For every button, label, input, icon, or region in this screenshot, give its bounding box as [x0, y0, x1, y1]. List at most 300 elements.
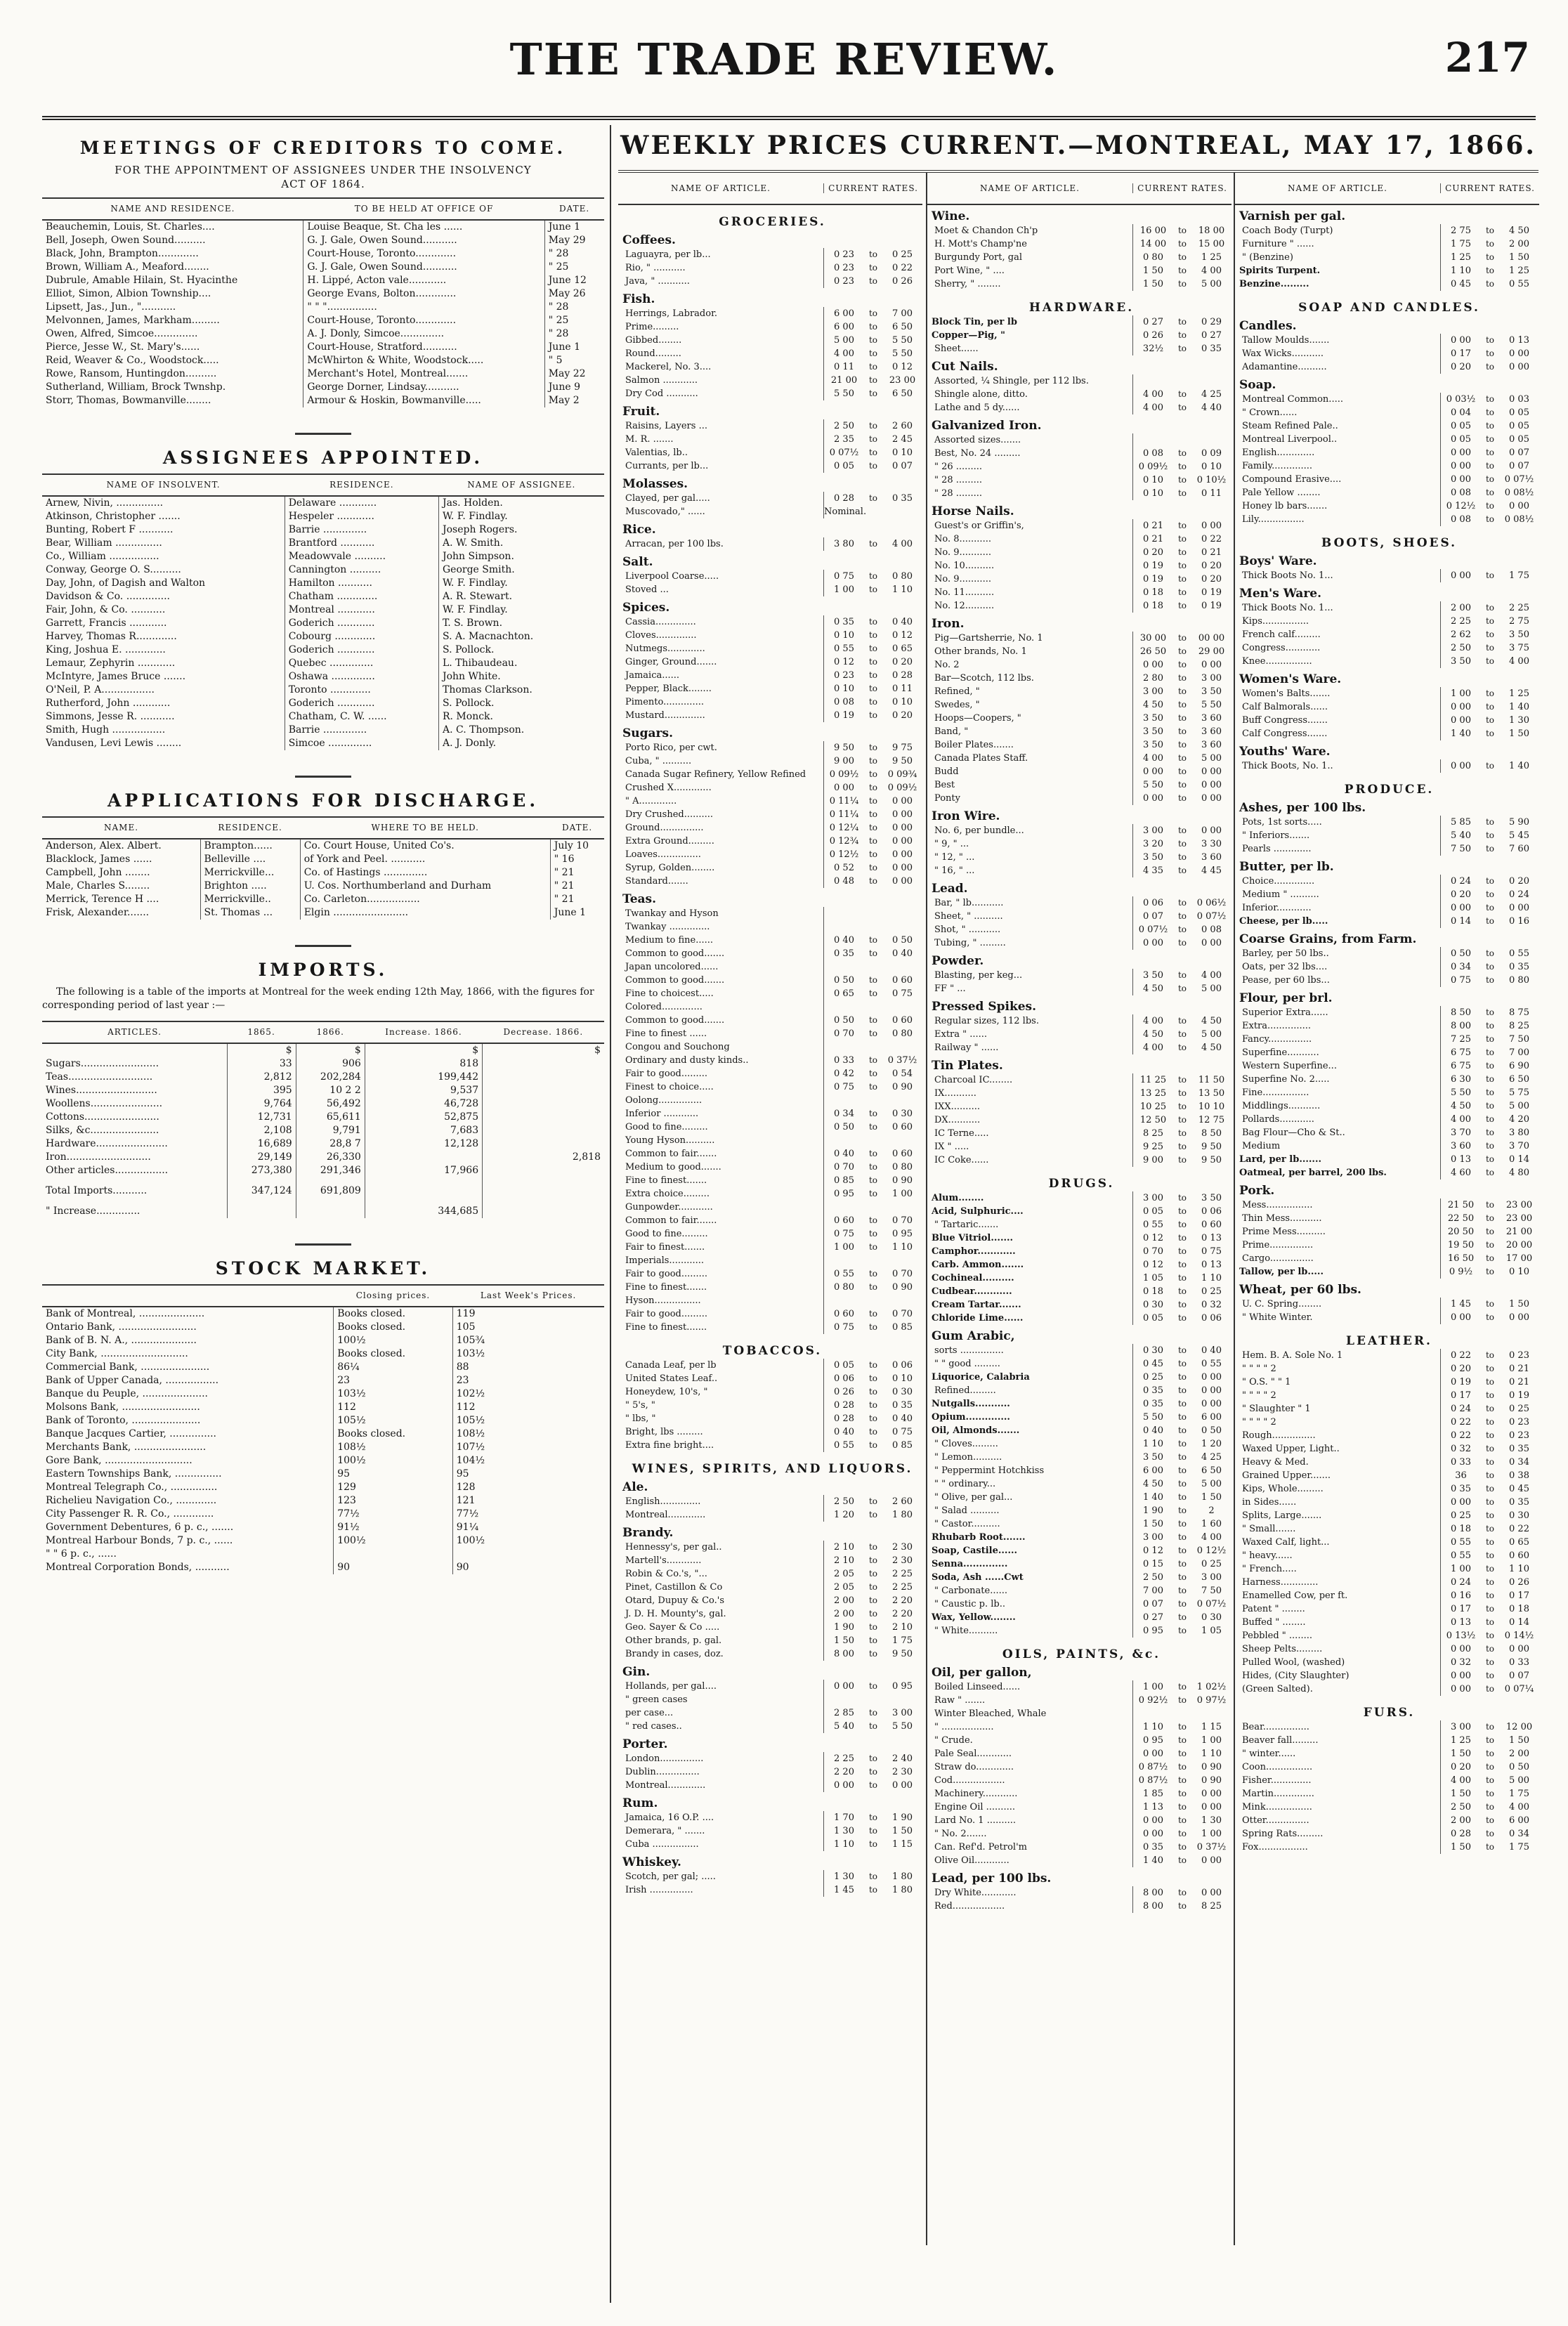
price-range — [823, 1752, 922, 1765]
price-row — [618, 1120, 922, 1134]
price-to: to — [1485, 1101, 1495, 1111]
article-name: sorts ............... — [934, 1345, 1004, 1356]
price-range — [1132, 573, 1231, 586]
price-low: 1 85 — [1143, 1789, 1163, 1799]
price-range — [823, 1294, 922, 1307]
price-to: to — [868, 1427, 878, 1437]
price-low: 0 00 — [1451, 447, 1471, 458]
price-low: 2 00 — [834, 1609, 854, 1619]
price-range — [1132, 752, 1231, 765]
price-range — [1440, 1046, 1539, 1059]
price-to: to — [868, 1055, 878, 1065]
article-name: " .................. — [934, 1722, 994, 1732]
table-row — [42, 523, 604, 537]
price-range — [1132, 1258, 1231, 1272]
price-high: 5 75 — [1509, 1087, 1529, 1098]
table-cell: " 28 — [544, 301, 604, 314]
price-row — [618, 1838, 922, 1851]
price-to: to — [1177, 317, 1187, 327]
price-low: 1 50 — [1451, 1749, 1471, 1759]
article-name: Hoops—Coopers, " — [934, 713, 1021, 724]
price-row — [927, 1841, 1231, 1854]
price-to: to — [868, 1826, 878, 1836]
article-name: Muscovado," ...... — [625, 507, 705, 517]
table-row — [42, 1387, 604, 1401]
price-range — [1440, 655, 1539, 668]
price-low: 0 11¼ — [829, 809, 859, 820]
price-high: 1 50 — [1509, 728, 1529, 739]
price-high: 1 10 — [1201, 1749, 1222, 1759]
column-divider — [610, 125, 611, 2303]
price-high: 2 25 — [892, 1582, 913, 1593]
price-to: to — [1177, 1572, 1187, 1582]
price-row — [618, 1054, 922, 1067]
article-name: Fine to finest....... — [625, 1282, 707, 1293]
price-row — [927, 1571, 1231, 1584]
price-low: 0 60 — [834, 1215, 854, 1226]
price-to: to — [1485, 1267, 1495, 1276]
table-row — [42, 1374, 604, 1387]
price-range — [1440, 1747, 1539, 1760]
price-row — [927, 1014, 1231, 1028]
unit-cell: $ — [365, 1043, 482, 1057]
price-low: 0 30 — [1143, 1345, 1163, 1356]
table-cell: 103½ — [334, 1387, 453, 1401]
price-high: 7 00 — [1509, 1047, 1529, 1058]
price-to: to — [1177, 1233, 1187, 1243]
price-row — [618, 459, 922, 473]
price-row — [927, 738, 1231, 752]
table-row — [42, 1321, 604, 1334]
price-high: 21 00 — [1505, 1227, 1533, 1237]
price-low: 0 32 — [1451, 1444, 1471, 1454]
price-high: 12 75 — [1198, 1115, 1225, 1125]
price-to: to — [1177, 601, 1187, 610]
price-to: to — [1485, 1775, 1495, 1785]
price-row — [927, 315, 1231, 329]
table-cell: City Bank, ............................ — [46, 1348, 188, 1359]
price-range — [1132, 1787, 1231, 1801]
price-row — [618, 1567, 922, 1581]
price-row — [927, 388, 1231, 401]
price-low: 0 17 — [1451, 1604, 1471, 1614]
price-high: 0 00 — [1201, 1399, 1222, 1409]
article-name: Harness............. — [1242, 1577, 1319, 1588]
table-cell: Books closed. — [334, 1347, 453, 1361]
price-low: 0 00 — [1451, 461, 1471, 471]
table-cell: 105 — [452, 1321, 604, 1334]
table-cell: 123 — [334, 1494, 453, 1508]
price-low: 32½ — [1142, 344, 1164, 354]
table-cell: Books closed. — [334, 1307, 453, 1321]
price-low: 2 75 — [1451, 226, 1471, 236]
price-low: 16 00 — [1139, 226, 1167, 236]
article-name: " Carbonate...... — [934, 1586, 1008, 1596]
price-range — [823, 261, 922, 275]
article-name: " White.......... — [934, 1626, 998, 1636]
table-cell: R. Monck. — [438, 710, 604, 724]
price-range — [1440, 360, 1539, 374]
table-cell: Lemaur, Zephyrin ............ — [46, 658, 176, 669]
table-cell: Campbell, John ........ — [46, 867, 150, 878]
table-cell: Iron........................... — [46, 1151, 151, 1163]
article-name: Oil, Almonds....... — [932, 1425, 1020, 1436]
table-row — [42, 381, 604, 394]
price-to: to — [1177, 726, 1187, 736]
price-to — [864, 1254, 882, 1267]
table-cell — [334, 1548, 453, 1561]
price-high: 0 80 — [892, 1028, 913, 1039]
article-name: Mackerel, No. 3.... — [625, 362, 712, 372]
price-high: 1 20 — [1201, 1439, 1222, 1449]
table-cell: 129 — [334, 1481, 453, 1494]
price-range — [1132, 658, 1231, 672]
price-to: to — [1485, 975, 1495, 985]
price-row — [1235, 1126, 1539, 1139]
table-cell: Simcoe .............. — [285, 737, 438, 750]
price-low: 0 14 — [1451, 916, 1471, 927]
article-name: Dry White............ — [934, 1888, 1017, 1898]
article-name: Montreal Common..... — [1242, 394, 1343, 405]
price-low: 0 70 — [1143, 1246, 1163, 1257]
price-row — [618, 1621, 922, 1634]
price-to: to — [868, 1496, 878, 1506]
price-range — [1440, 1166, 1539, 1180]
price-low: 0 21 — [1143, 534, 1163, 544]
price-to: to — [1177, 753, 1187, 763]
price-range — [1440, 1086, 1539, 1099]
article-name: Kips................ — [1242, 616, 1309, 627]
price-low — [824, 1040, 864, 1054]
price-to: to — [1485, 1213, 1495, 1223]
article-name: FF " ... — [934, 984, 966, 994]
table-cell: May 22 — [544, 367, 604, 381]
price-to: to — [868, 823, 878, 832]
price-low: 0 24 — [1451, 876, 1471, 887]
price-high: 7 00 — [892, 308, 913, 319]
price-to: to — [868, 643, 878, 653]
price-range — [823, 695, 922, 709]
price-row — [927, 1531, 1231, 1544]
price-low: 0 19 — [1143, 561, 1163, 571]
price-low: 0 45 — [1451, 279, 1471, 289]
table-cell: Anderson, Alex. Albert. — [46, 840, 162, 851]
price-low: 3 50 — [1143, 852, 1163, 863]
price-range — [823, 1824, 922, 1838]
price-to: to — [868, 1708, 878, 1718]
price-row — [1235, 816, 1539, 829]
price-row — [927, 1801, 1231, 1814]
price-high: 1 15 — [1201, 1722, 1222, 1732]
table-cell: Silks, &c...................... — [46, 1125, 159, 1136]
price-range — [1440, 264, 1539, 277]
price-high: 2 30 — [892, 1542, 913, 1553]
category-heading: HARDWARE. — [1028, 301, 1135, 315]
table-cell: 77½ — [334, 1508, 453, 1521]
article-name: Boiler Plates....... — [934, 740, 1014, 750]
table-cell: 119 — [452, 1307, 604, 1321]
table-cell: 121 — [452, 1494, 604, 1508]
category-heading: Brandy. — [622, 1526, 674, 1540]
price-to: to — [1485, 1364, 1495, 1373]
table-cell: Smith, Hugh ................. — [46, 724, 166, 736]
price-high: 0 09½ — [887, 783, 917, 793]
price-low: 0 16 — [1451, 1590, 1471, 1601]
price-range — [1132, 1584, 1231, 1598]
article-name: DX........... — [934, 1115, 981, 1125]
article-name: Colored.............. — [625, 1002, 703, 1012]
price-low: 1 10 — [1143, 1722, 1163, 1732]
price-to: to — [1177, 1599, 1187, 1609]
stock-title: STOCK MARKET. — [215, 1258, 431, 1279]
price-high: 0 34 — [1509, 1457, 1529, 1468]
article-name: No. 9........... — [934, 574, 991, 584]
price-high: 0 00 — [892, 876, 913, 887]
article-name: Fox................. — [1242, 1842, 1308, 1853]
price-high: 1 10 — [1509, 1564, 1529, 1574]
price-range — [823, 248, 922, 261]
price-low: 0 70 — [834, 1162, 854, 1172]
table-cell: Bear, William ............... — [46, 537, 162, 549]
table-cell: " 5 — [544, 354, 604, 367]
price-to: to — [1177, 1901, 1187, 1911]
stock-section — [42, 1258, 604, 1574]
table-row — [42, 1454, 604, 1468]
table-cell — [483, 1124, 604, 1137]
price-low: 0 42 — [834, 1069, 854, 1079]
article-name: Inferior ............ — [625, 1109, 699, 1119]
total-label: Total Imports........... — [46, 1185, 148, 1196]
price-range — [1440, 1562, 1539, 1576]
price-row — [618, 1693, 922, 1706]
price-range — [823, 1054, 922, 1067]
price-low — [824, 1134, 864, 1147]
price-high: 2 10 — [892, 1622, 913, 1633]
category-heading: OILS, PAINTS, &c. — [1002, 1647, 1161, 1661]
price-low: 1 40 — [1143, 1492, 1163, 1503]
table-cell: Cannington .......... — [285, 563, 438, 577]
price-range — [823, 920, 922, 934]
table-cell: 105¾ — [452, 1334, 604, 1347]
price-range — [823, 1870, 922, 1883]
price-row — [1235, 1402, 1539, 1416]
price-range — [1132, 315, 1231, 329]
price-range — [1440, 1589, 1539, 1602]
table-cell: O'Neil, P. A................. — [46, 684, 155, 695]
article-name: Pots, 1st sorts..... — [1242, 817, 1322, 828]
table-cell: Delaware ............ — [285, 496, 438, 510]
price-high: 20 00 — [1505, 1240, 1533, 1250]
price-row — [1235, 1602, 1539, 1616]
article-name: Cod.................. — [934, 1775, 1005, 1786]
price-low: 0 07½ — [1138, 924, 1168, 935]
price-row — [618, 275, 922, 288]
price-low: 21 00 — [830, 375, 858, 386]
price-high: 0 35 — [892, 493, 913, 504]
price-low: 4 50 — [1143, 984, 1163, 994]
price-high: 0 25 — [892, 249, 913, 260]
price-to: to — [1485, 421, 1495, 431]
table-cell: Sutherland, William, Brock Twnshp. — [46, 381, 226, 393]
price-row — [1235, 714, 1539, 727]
price-to: to — [868, 657, 878, 667]
price-high: 0 80 — [1509, 975, 1529, 986]
price-row — [1235, 1389, 1539, 1402]
price-to: to — [1485, 1550, 1495, 1560]
article-name: Bar—Scotch, 112 lbs. — [934, 673, 1034, 684]
price-range — [1132, 725, 1231, 738]
price-high: 2 30 — [892, 1767, 913, 1777]
price-high: 2 25 — [1509, 603, 1529, 613]
price-range — [1132, 1720, 1231, 1734]
price-row — [927, 1611, 1231, 1624]
price-high: 5 00 — [1509, 1775, 1529, 1786]
price-row — [1235, 842, 1539, 856]
price-row — [618, 1134, 922, 1147]
article-name: Fine to finest ...... — [625, 1028, 707, 1039]
price-to: to — [868, 1028, 878, 1038]
price-high: 15 00 — [1198, 239, 1225, 249]
category-heading: Candles. — [1239, 319, 1297, 333]
article-name: Compound Erasive.... — [1242, 474, 1342, 485]
table-cell: " 28 — [544, 327, 604, 341]
price-row — [927, 1285, 1231, 1298]
article-name: Winter Bleached, Whale — [934, 1708, 1047, 1719]
price-to: to — [1485, 1617, 1495, 1627]
imports-increase-row — [42, 1198, 604, 1218]
table-cell: Bank of Toronto, ...................... — [46, 1415, 201, 1426]
table-cell: St. Thomas ... — [200, 906, 300, 920]
table-cell — [483, 1071, 604, 1084]
price-low: 0 13 — [1451, 1154, 1471, 1165]
price-row — [618, 419, 922, 433]
price-high: 0 05 — [1509, 421, 1529, 431]
price-low: 0 00 — [1143, 793, 1163, 804]
price-high: 0 21 — [1509, 1364, 1529, 1374]
price-low: 0 80 — [1143, 252, 1163, 263]
price-low: 1 10 — [834, 1839, 854, 1850]
article-name: Raw " ....... — [934, 1695, 986, 1706]
price-row — [927, 923, 1231, 936]
article-name: Herrings, Labrador. — [625, 308, 717, 319]
discharge-title: APPLICATIONS FOR DISCHARGE. — [107, 790, 540, 811]
article-name: " 28 ......... — [934, 475, 982, 485]
price-to: to — [1177, 825, 1187, 835]
table-cell: 7,683 — [365, 1124, 482, 1137]
category-heading: Varnish per gal. — [1239, 209, 1346, 223]
price-high: 0 00 — [1509, 362, 1529, 372]
price-to: to — [1485, 1484, 1495, 1494]
price-low: 2 25 — [834, 1753, 854, 1764]
price-to: to — [1177, 1439, 1187, 1449]
article-name: No. 8........... — [934, 534, 991, 544]
price-high: 0 23 — [1509, 1417, 1529, 1427]
price-range — [823, 1174, 922, 1187]
price-high: 0 00 — [1201, 938, 1222, 948]
price-to: to — [1485, 761, 1495, 771]
price-row — [618, 583, 922, 596]
price-to: to — [1177, 1586, 1187, 1595]
price-high: 1 75 — [1509, 1842, 1529, 1853]
price-row — [1235, 1252, 1539, 1265]
price-low: 0 20 — [1451, 362, 1471, 372]
category-heading: Gum Arabic, — [932, 1329, 1015, 1343]
price-range — [1440, 1642, 1539, 1656]
price-to — [864, 1094, 882, 1107]
price-row — [618, 1554, 922, 1567]
price-row — [1235, 655, 1539, 668]
table-cell: June 12 — [544, 274, 604, 287]
price-row — [618, 682, 922, 695]
price-low: 0 00 — [1451, 715, 1471, 726]
price-range — [823, 795, 922, 808]
table-cell: " " 6 p. c., ...... — [46, 1548, 117, 1560]
price-range — [1132, 1397, 1231, 1411]
table-cell: 9,764 — [227, 1097, 296, 1111]
price-range — [1440, 419, 1539, 433]
price-to: to — [868, 1269, 878, 1279]
article-name: Laguayra, per lb... — [625, 249, 711, 260]
price-high: 0 00 — [892, 796, 913, 806]
article-name: Canada Plates Staff. — [934, 753, 1028, 764]
article-name: Wax Wicks........... — [1242, 348, 1324, 359]
price-to: to — [1177, 1492, 1187, 1502]
price-range — [1132, 447, 1231, 460]
article-name: Lard, per lb....... — [1239, 1154, 1321, 1165]
price-to: to — [1485, 1604, 1495, 1614]
table-row — [42, 1361, 604, 1374]
price-to: to — [1485, 266, 1495, 275]
price-high: 4 50 — [1201, 1016, 1222, 1026]
table-cell: Merchant's Hotel, Montreal....... — [303, 367, 544, 381]
price-to: to — [1177, 1888, 1187, 1897]
article-name: Crushed X............. — [625, 783, 712, 793]
price-high — [1191, 433, 1231, 447]
price-range — [1132, 1344, 1231, 1357]
price-range — [823, 419, 922, 433]
price-high: 0 20 — [1201, 574, 1222, 584]
price-high: 0 00 — [1509, 903, 1529, 913]
price-range — [823, 275, 922, 288]
price-range — [1132, 1127, 1231, 1140]
price-low: 0 35 — [834, 948, 854, 959]
table-cell: 818 — [365, 1057, 482, 1071]
price-range — [1440, 1006, 1539, 1019]
article-name: Mink................ — [1242, 1802, 1312, 1812]
article-name: Syrup, Golden........ — [625, 863, 715, 873]
table-cell — [483, 1111, 604, 1124]
price-low: 0 09½ — [1138, 462, 1168, 472]
price-row — [1235, 1456, 1539, 1469]
price-to: to — [1177, 239, 1187, 249]
price-range — [1132, 1437, 1231, 1451]
price-to: to — [1485, 348, 1495, 358]
price-high: 6 00 — [1509, 1815, 1529, 1826]
price-to: to — [1177, 839, 1187, 849]
table-row — [42, 880, 604, 893]
table-row — [42, 1307, 604, 1321]
price-row — [1235, 224, 1539, 237]
article-name: Refined, " — [934, 686, 980, 697]
price-range — [1132, 792, 1231, 805]
price-high: 0 30 — [892, 1109, 913, 1119]
price-high: 0 60 — [892, 975, 913, 986]
category-heading: Soap. — [1239, 378, 1276, 392]
article-name: H. Mott's Champ'ne — [934, 239, 1027, 249]
price-row — [618, 1399, 922, 1412]
price-range — [1132, 1140, 1231, 1154]
price-to: to — [1485, 1815, 1495, 1825]
